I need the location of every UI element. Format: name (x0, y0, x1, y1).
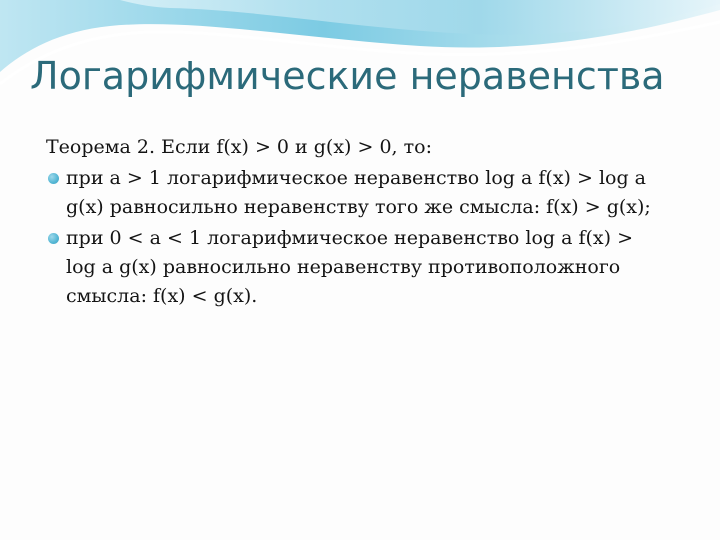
bullet-dot-icon (48, 173, 59, 184)
bullet-text: при 0 < a < 1 логарифмическое неравенство log a f(x) > log a g(x) равносильно неравенству противоположного смысла: f(x) < g(x). (66, 227, 633, 307)
theorem-statement: Теорема 2. Если f(x) > 0 и g(x) > 0, то: (46, 136, 432, 158)
bullet-item (46, 164, 666, 222)
bullet-item (46, 224, 666, 311)
slide-body (46, 133, 666, 313)
slide-title: Логарифмические неравенства (30, 54, 665, 98)
bullet-text: при a > 1 логарифмическое неравенство log a f(x) > log a g(x) равносильно неравенству того же смысла: f(x) > g(x); (66, 167, 651, 218)
bullet-list (46, 164, 666, 311)
bullet-dot-icon (48, 233, 59, 244)
